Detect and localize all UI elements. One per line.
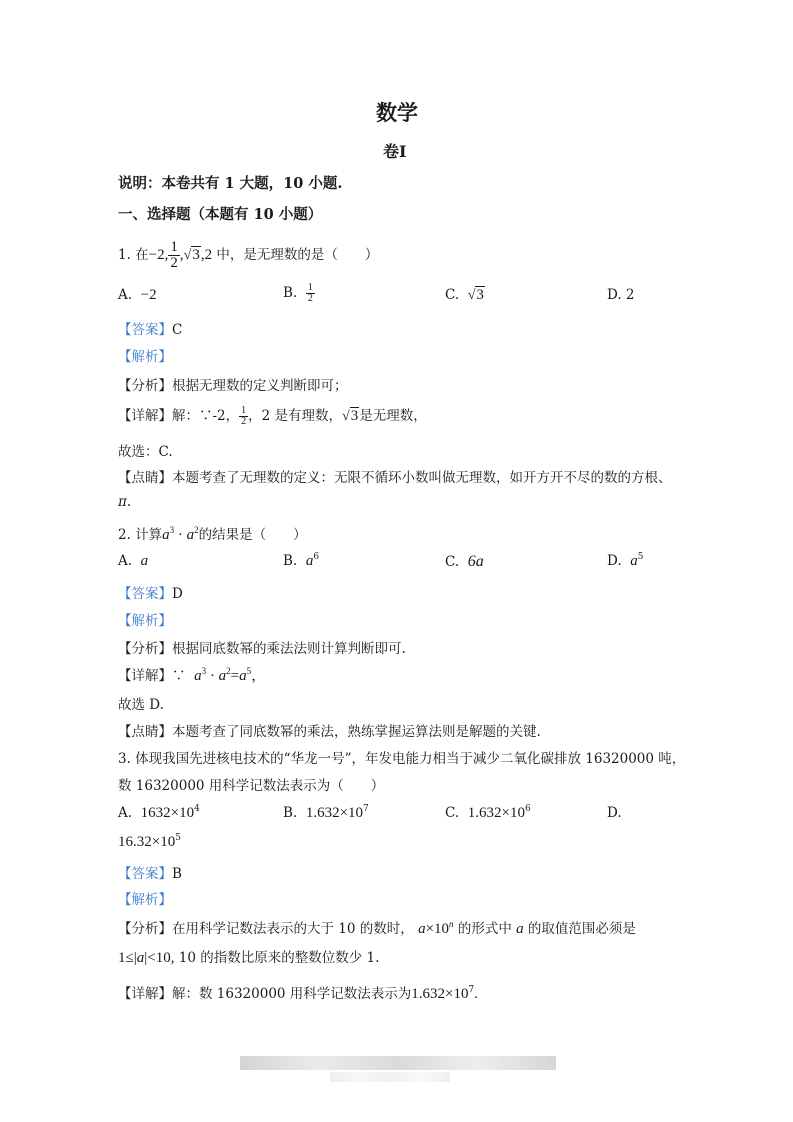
q1-fraction xyxy=(168,240,180,271)
q1-num-d: ,2 xyxy=(200,247,213,263)
q2-answer-value: D xyxy=(172,586,183,602)
q1-detail-mid: ，2 是有理数， xyxy=(248,408,343,424)
q2-option-c xyxy=(445,553,484,571)
q3-analysis-tag: 【解析】 xyxy=(118,892,172,908)
question-3-line2: 数 16320000 用科学记数法表示为（ ） xyxy=(118,778,385,794)
q3-fenxi-mid: 的形式中 xyxy=(457,921,512,937)
answer-tag: 【答案】 xyxy=(118,322,172,338)
q1-option-a xyxy=(118,287,157,304)
q2-detail-pre: ∵ xyxy=(172,668,186,684)
detail-tag: 【详解】 xyxy=(118,986,172,1002)
q2-option-d xyxy=(607,553,643,570)
q2-option-d-label: D. xyxy=(607,553,622,569)
q1-option-c-sqrt: √3 xyxy=(467,287,484,303)
question-1 xyxy=(118,240,378,271)
q1-num-a: −2, xyxy=(148,247,169,263)
q3-option-c xyxy=(445,805,531,822)
q1-answer-value: C xyxy=(172,322,183,338)
q1-comment xyxy=(118,466,672,486)
q1-detail-fraction xyxy=(239,406,248,427)
q2-analysis-tag: 【解析】 xyxy=(118,613,172,629)
q1-fenxi xyxy=(118,374,348,394)
q2-conclusion: 故选 D. xyxy=(118,697,164,713)
q3-fenxi: 【分析】在用科学记数法表示的大于 10 的数时， $a\times 10^n$ 的形式中 a 的取值范围必须是 xyxy=(118,919,636,937)
q1-frac-den: 2 xyxy=(170,255,178,271)
q3-answer xyxy=(118,862,182,882)
q3-option-a-exp: 4 xyxy=(194,804,200,814)
q1-detail-post: 是无理数， xyxy=(359,408,427,424)
fenxi-tag: 【分析】 xyxy=(118,641,172,657)
q2-option-a-label: A. xyxy=(118,553,133,569)
watermark-bar xyxy=(240,1056,556,1070)
q1-detail-pre: 解：∵-2， xyxy=(172,408,240,424)
q1-analysis-tag: 【解析】 xyxy=(118,349,172,365)
watermark-bar-faint xyxy=(330,1072,450,1082)
q2-detail-expression: $a^3 \cdot a^2=a^5$， xyxy=(194,666,267,684)
q1-option-b-fraction xyxy=(306,283,315,304)
q1-suffix: 中，是无理数的是（ ） xyxy=(216,247,379,263)
q1-option-b xyxy=(283,283,315,304)
q3-option-d-exp: 5 xyxy=(175,833,181,843)
q2-suffix: 的结果是（ ） xyxy=(198,527,307,543)
q3-fenxi-post: 的取值范围必须是 xyxy=(527,921,636,937)
q3-option-b-label: B. xyxy=(283,805,298,821)
answer-tag: 【答案】 xyxy=(118,586,172,602)
question-2 xyxy=(118,523,307,544)
q2-comment-text: 本题考查了同底数幂的乘法，熟练掌握运算法则是解题的关键. xyxy=(172,724,541,740)
q3-option-a-label: A. xyxy=(118,805,133,821)
q3-fenxi-line2-text: 10 的指数比原来的整数位数少 1. xyxy=(178,950,380,966)
q1-option-c-sqrt-value: 3 xyxy=(476,287,484,303)
answer-tag: 【答案】 xyxy=(118,866,172,882)
q3-fenxi-form: $a\times 10^n$ xyxy=(418,919,454,937)
q2-option-b-value: a xyxy=(305,553,314,569)
q3-option-b-value: 1.632×10 xyxy=(305,805,364,821)
q3-detail-value: 1.632×10 xyxy=(411,986,469,1002)
q1-prefix: 1. 在 xyxy=(118,247,149,263)
q1-frac-num: 1 xyxy=(170,239,178,255)
q1-detail-sqrt: √3 xyxy=(342,408,359,424)
q1-answer xyxy=(118,318,182,338)
q2-option-a xyxy=(118,553,148,570)
q1-option-b-den: 2 xyxy=(307,293,313,304)
q1-option-b-label: B. xyxy=(283,285,298,301)
q3-option-b xyxy=(283,805,369,822)
q3-option-c-exp: 6 xyxy=(524,804,531,814)
q3-option-d-value-line xyxy=(118,834,181,851)
q3-fenxi-pre: 在用科学记数法表示的大于 10 的数时， xyxy=(172,921,414,937)
q3-fenxi-line2 xyxy=(118,946,379,967)
instructions: 说明：本卷共有 1 大题，10 小题. xyxy=(118,175,343,192)
q3-fenxi-range: 1≤|a|<10, xyxy=(118,950,175,966)
page-title: 数学 xyxy=(376,100,418,125)
q2-answer xyxy=(118,582,183,602)
q2-option-c-label: C. xyxy=(445,554,460,570)
q2-comment xyxy=(118,720,541,740)
q1-fenxi-text: 根据无理数的定义判断即可； xyxy=(172,378,348,394)
q3-option-b-exp: 7 xyxy=(363,804,369,814)
q1-option-c-label: C. xyxy=(445,287,460,303)
q2-option-b xyxy=(283,553,319,570)
q2-option-d-exp: 5 xyxy=(637,552,644,562)
q1-detail-den: 2 xyxy=(241,416,247,427)
q1-option-a-value: −2 xyxy=(140,287,157,303)
q1-option-c xyxy=(445,287,485,304)
q3-option-c-value: 1.632×10 xyxy=(467,805,525,821)
q2-fenxi-text: 根据同底数幂的乘法法则计算判断即可. xyxy=(172,641,406,657)
q3-detail: 【详解】解：数 16320000 用科学记数法表示为$1.632\times 10^7$. xyxy=(118,985,478,1002)
q1-option-b-num: 1 xyxy=(307,282,313,293)
question-3-line1: 3. 体现我国先进核电技术的“华龙一号”，年发电能力相当于减少二氧化碳排放 16320000 吨， xyxy=(118,751,686,767)
q3-option-d-value: 16.32×10 xyxy=(118,834,176,850)
q3-option-a-value: 1632×10 xyxy=(140,805,195,821)
q1-comment-text: 本题考查了无理数的定义：无限不循环小数叫做无理数，如开方开不尽的数的方根、 xyxy=(172,470,672,486)
q1-detail xyxy=(118,404,427,427)
q2-option-b-exp: 6 xyxy=(313,552,320,562)
detail-tag: 【详解】 xyxy=(118,668,172,684)
q2-detail xyxy=(118,664,266,685)
q3-option-c-label: C. xyxy=(445,805,460,821)
fenxi-tag: 【分析】 xyxy=(118,378,172,394)
q1-detail-num: 1 xyxy=(241,405,247,416)
q1-detail-sqrt-value: 3 xyxy=(350,408,359,424)
q2-option-b-label: B. xyxy=(283,553,298,569)
q1-option-a-label: A. xyxy=(118,287,133,303)
section-heading: 一、选择题（本题有 10 小题） xyxy=(118,206,323,223)
q2-prefix: 2. 计算 xyxy=(118,527,163,543)
fenxi-tag: 【分析】 xyxy=(118,921,172,937)
q1-comment-cont: π. xyxy=(118,494,132,510)
q1-conclusion: 故选：C. xyxy=(118,444,173,460)
q3-detail-exp: 7 xyxy=(468,985,475,995)
detail-tag: 【详解】 xyxy=(118,408,172,424)
q3-option-a xyxy=(118,805,200,822)
q3-option-d: D. xyxy=(607,805,622,821)
q3-detail-text: 解：数 16320000 用科学记数法表示为 xyxy=(172,986,412,1002)
q1-comma: , xyxy=(179,247,184,263)
comment-tag: 【点睛】 xyxy=(118,724,172,740)
page-subtitle: 卷Ⅰ xyxy=(383,142,407,161)
q2-fenxi xyxy=(118,637,406,657)
q2-expression: $a^3 \cdot a^2$ xyxy=(162,525,199,543)
q1-sqrt: √3 xyxy=(183,247,200,263)
q2-option-d-value: a xyxy=(630,553,638,569)
q2-option-c-value: 6a xyxy=(467,553,484,570)
q2-option-a-value: a xyxy=(140,553,149,569)
q3-answer-value: B xyxy=(172,866,182,882)
q1-sqrt-value: 3 xyxy=(192,247,200,263)
comment-tag: 【点睛】 xyxy=(118,470,172,486)
q1-option-d: D. 2 xyxy=(607,287,635,303)
